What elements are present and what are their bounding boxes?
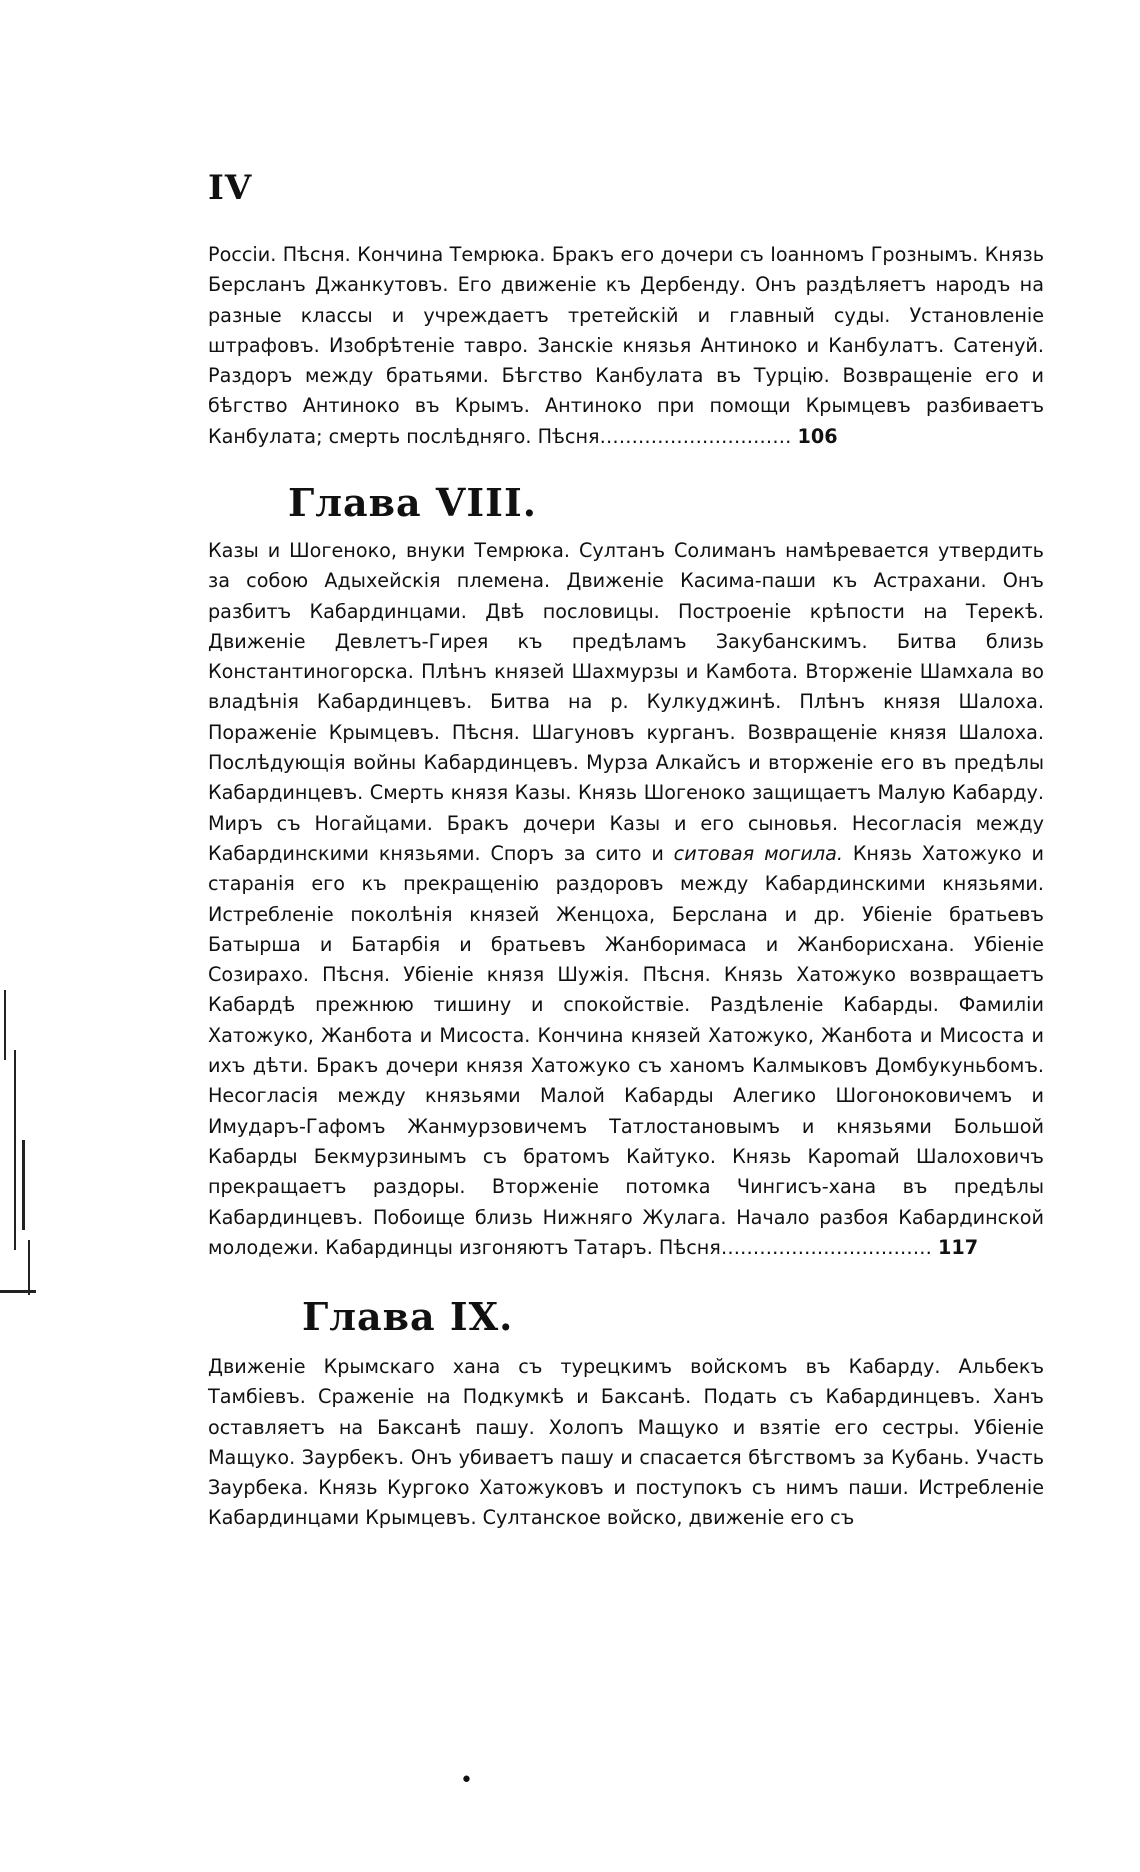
- margin-mark-4: [0, 1290, 36, 1293]
- chapter-8-italic-term: ситовая могила.: [673, 841, 843, 865]
- chapter-8-heading: Глава VIII.: [288, 480, 537, 525]
- chapter-7-text: Россіи. Пѣсня. Кончина Темрюка. Бракъ его дочери съ Іоанномъ Грознымъ. Князь Берсланъ Джанкутовъ. Его движеніе къ Дербенду. Онъ раздѣляетъ народъ на разные классы и учреждаетъ третейскій и главный суды. Установленіе штрафовъ. Изобрѣтеніе тавро. Занскіе князья Антиноко и Канбулатъ. Сатенуй. Раздоръ между братьями. Бѣгство Канбулата въ Турцію. Возвращеніе его и бѣгство Антиноко въ Крымъ. Антиноко при помощи Крымцевъ разбиваетъ Канбулата; смерть послѣдняго. Пѣсня: [208, 243, 1044, 448]
- margin-mark-2: [14, 1050, 16, 1250]
- margin-mark-5: [28, 1240, 30, 1295]
- margin-mark-3: [22, 1140, 25, 1230]
- chapter-7-summary: [208, 240, 1044, 452]
- chapter-8-page-ref: 117: [938, 1235, 979, 1259]
- margin-binding-marks: [0, 990, 40, 1310]
- dot-leader: ……………………………: [720, 1235, 932, 1259]
- dot-leader: …………………………: [599, 424, 792, 448]
- footer-mark: •: [460, 1768, 473, 1793]
- chapter-9-heading: Глава IX.: [302, 1294, 514, 1339]
- chapter-9-text: Движеніе Крымскаго хана съ турецкимъ войскомъ въ Кабарду. Альбекъ Тамбіевъ. Сраженіе на Подкумкѣ и Баксанѣ. Подать съ Кабардинцевъ. Ханъ оставляетъ на Баксанѣ пашу. Холопъ Мащуко и взятіе его сестры. Убіеніе Мащуко. Заурбекъ. Онъ убиваетъ пашу и спасается бѣгствомъ за Кубань. Участь Заурбека. Князь Кургоко Хатожуковъ и поступокъ съ нимъ паши. Истребленіе Кабардинцами Крымцевъ. Султанское войско, движеніе его съ: [208, 1355, 1044, 1530]
- page-number: IV: [208, 168, 253, 208]
- chapter-7-page-ref: 106: [797, 424, 838, 448]
- margin-mark-1: [4, 990, 6, 1060]
- chapter-9-summary: [208, 1352, 1044, 1534]
- chapter-8-text-a: Казы и Шогеноко, внуки Темрюка. Султанъ Солиманъ намѣревается утвердить за собою Адыхейскія племена. Движеніе Касима-паши къ Астрахани. Онъ разбитъ Кабардинцами. Двѣ пословицы. Построеніе крѣпости на Терекѣ. Движеніе Девлетъ-Гирея къ предѣламъ Закубанскимъ. Битва близь Константиногорска. Плѣнъ князей Шахмурзы и Камбота. Вторженіе Шамхала во владѣнія Кабардинцевъ. Битва на р. Кулкуджинѣ. Плѣнъ князя Шалоха. Пораженіе Крымцевъ. Пѣсня. Шагуновъ курганъ. Возвращеніе князя Шалоха. Послѣдующія войны Кабардинцевъ. Мурза Алкайсъ и вторженіе его въ предѣлы Кабардинцевъ. Смерть князя Казы. Князь Шогеноко защищаетъ Малую Кабарду. Миръ съ Ногайцами. Бракъ дочери Казы и его сыновья. Несогласія между Кабардинскими князьями. Споръ за сито и: [208, 539, 1044, 865]
- chapter-8-summary: [208, 536, 1044, 1263]
- chapter-8-text-b: Князь Хатожуко и старанія его къ прекращенію раздоровъ между Кабардинскими князьями. Истребленіе поколѣнія князей Женцоха, Берслана и др. Убіеніе братьевъ Батырша и Батарбія и братьевъ Жанборимаса и Жанборисхана. Убіеніе Созирахо. Пѣсня. Убіеніе князя Шужія. Пѣсня. Князь Хатожуко возвращаетъ Кабардѣ прежнюю тишину и спокойствіе. Раздѣленіе Кабарды. Фамиліи Хатожуко, Жанбота и Мисоста. Кончина князей Хатожуко, Жанбота и Мисоста и ихъ дѣти. Бракъ дочери князя Хатожуко съ ханомъ Калмыковъ Домбукуньбомъ. Несогласія между князьями Малой Кабарды Алегико Шогоноковичемъ и Имударъ-Гафомъ Жанмурзовичемъ Татлостановымъ и князьями Большой Кабарды Бекмурзинымъ съ братомъ Кайтуко. Князь Кароmай Шалоховичъ прекращаетъ раздоры. Вторженіе потомка Чингисъ-хана въ предѣлы Кабардинцевъ. Побоище близь Нижняго Жулага. Начало разбоя Кабардинской молодежи. Кабардинцы изгоняютъ Татаръ. Пѣсня: [208, 841, 1044, 1259]
